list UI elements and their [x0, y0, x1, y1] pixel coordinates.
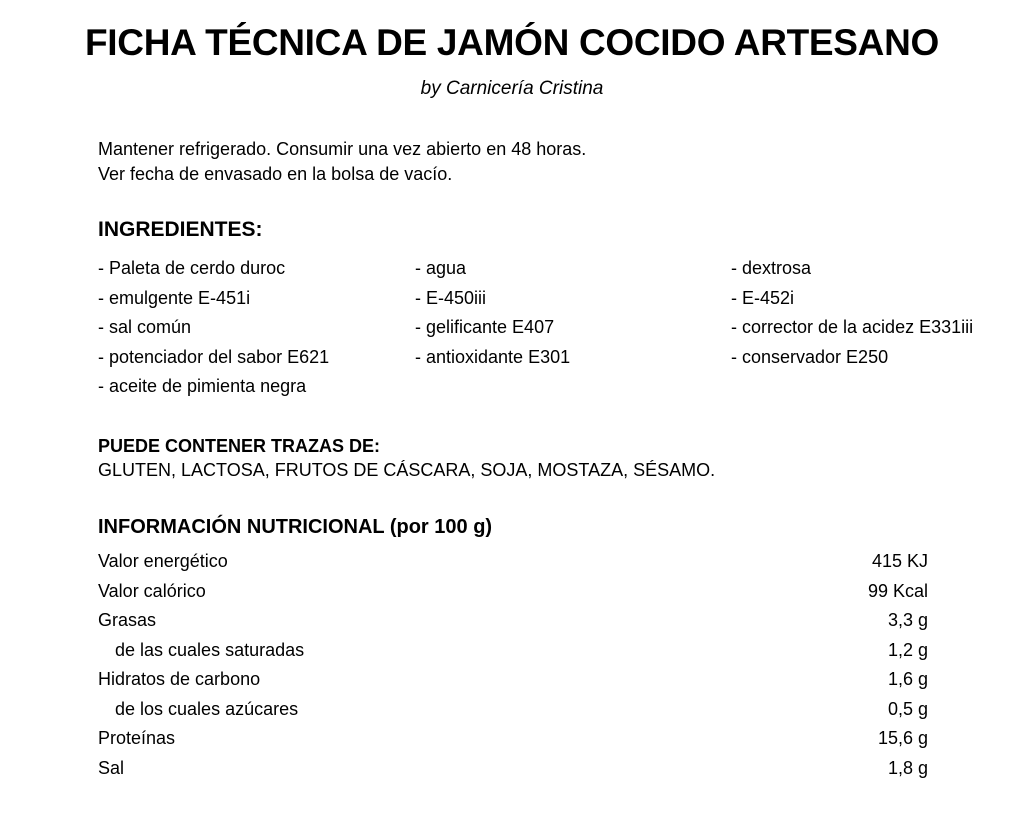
ingredient-item: - Paleta de cerdo duroc: [98, 258, 286, 278]
ingredients-row: [98, 376, 1018, 406]
nutrition-row: [98, 610, 928, 640]
ingredient-item: - dextrosa: [731, 258, 812, 278]
byline: by Carnicería Cristina: [420, 78, 604, 99]
nutrition-label: de los cuales azúcares: [115, 698, 299, 719]
nutrition-row: [98, 758, 928, 788]
nutrition-label: de las cuales saturadas: [115, 639, 305, 660]
traces-heading: PUEDE CONTENER TRAZAS DE:: [98, 436, 381, 456]
ingredient-item: - sal común: [98, 317, 192, 337]
ingredient-item: - conservador E250: [731, 346, 889, 367]
nutrition-value: 1,8 g: [887, 757, 928, 778]
nutrition-row: [98, 640, 928, 670]
nutrition-label: Valor calórico: [98, 580, 206, 601]
storage-notes: [98, 137, 586, 187]
nutrition-value: 1,6 g: [887, 669, 928, 689]
nutrition-value: 415 KJ: [871, 551, 928, 571]
ingredient-item: - agua: [415, 258, 467, 278]
nutrition-row: [98, 581, 928, 611]
storage-note: Mantener refrigerado. Consumir una vez abierto en 48 horas.: [98, 139, 587, 159]
nutrition-label: Sal: [98, 757, 125, 778]
ingredients-row: [98, 317, 1018, 347]
nutrition-value: 3,3 g: [887, 610, 928, 630]
nutrition-label: Valor energético: [98, 551, 228, 571]
nutrition-table: [98, 551, 928, 787]
nutrition-value: 1,2 g: [887, 639, 928, 660]
ingredient-item: - aceite de pimienta negra: [98, 376, 307, 396]
nutrition-heading: INFORMACIÓN NUTRICIONAL (por 100 g): [98, 516, 493, 538]
ingredient-item: - potenciador del sabor E621: [98, 346, 330, 367]
ingredients-row: [98, 258, 1018, 288]
ingredient-item: - E-452i: [731, 287, 795, 308]
storage-note: Ver fecha de envasado en la bolsa de vacío.: [98, 164, 453, 184]
ingredient-item: - antioxidante E301: [415, 346, 571, 367]
ingredient-item: - gelificante E407: [415, 317, 555, 337]
ingredients-row: [98, 347, 1018, 377]
nutrition-value: 15,6 g: [877, 728, 928, 748]
ingredients-row: [98, 288, 1018, 318]
nutrition-row: [98, 728, 928, 758]
nutrition-label: Proteínas: [98, 728, 176, 748]
traces-text: GLUTEN, LACTOSA, FRUTOS DE CÁSCARA, SOJA, MOSTAZA, SÉSAMO.: [98, 460, 716, 480]
nutrition-label: Hidratos de carbono: [98, 669, 261, 689]
document-title: FICHA TÉCNICA DE JAMÓN COCIDO ARTESANO: [85, 22, 939, 63]
ingredients-list: [98, 258, 1018, 406]
ingredient-item: - emulgente E-451i: [98, 287, 251, 308]
ingredient-item: - E-450iii: [415, 287, 487, 308]
ingredient-item: - corrector de la acidez E331iii: [731, 317, 974, 337]
nutrition-row: [98, 699, 928, 729]
nutrition-value: 0,5 g: [887, 698, 928, 719]
nutrition-value: 99 Kcal: [867, 580, 928, 601]
nutrition-row: [98, 551, 928, 581]
ingredients-heading: INGREDIENTES:: [98, 218, 263, 241]
nutrition-label: Grasas: [98, 610, 157, 630]
nutrition-row: [98, 669, 928, 699]
